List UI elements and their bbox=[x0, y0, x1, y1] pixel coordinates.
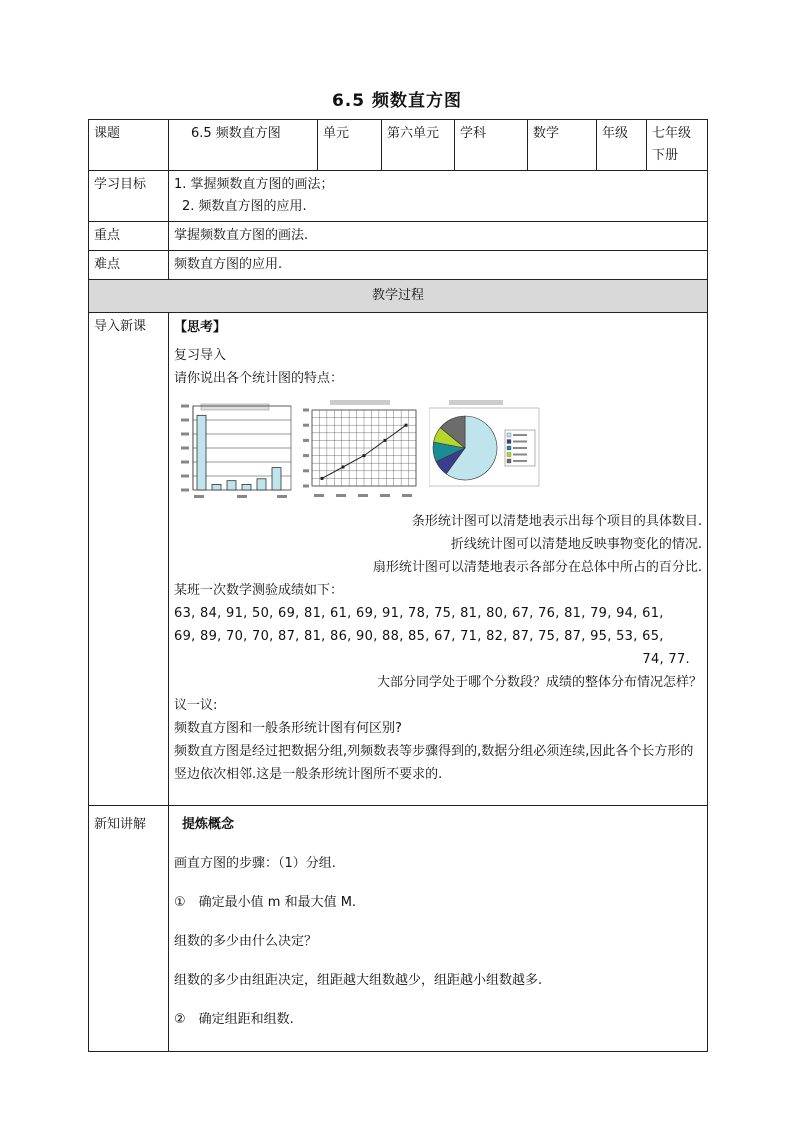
legend-label bbox=[513, 447, 527, 449]
data-point bbox=[405, 424, 408, 427]
tick-label bbox=[181, 461, 189, 464]
line-chart bbox=[300, 398, 422, 506]
tick-label bbox=[181, 419, 189, 422]
bar bbox=[212, 484, 221, 490]
grade-label: 年级 bbox=[597, 120, 647, 171]
bar bbox=[242, 484, 251, 490]
goals-content bbox=[169, 171, 708, 222]
legend-swatch bbox=[507, 440, 511, 444]
scores-line: 74, 77. bbox=[642, 652, 690, 667]
lesson-table bbox=[88, 119, 708, 1052]
tick-label bbox=[314, 494, 324, 497]
goals-row bbox=[89, 171, 708, 222]
line-desc: 折线统计图可以清楚地反映事物变化的情况. bbox=[450, 537, 702, 552]
tick-label bbox=[181, 433, 189, 436]
legend-swatch bbox=[507, 433, 511, 437]
key-point-row bbox=[89, 222, 708, 251]
data-point bbox=[363, 454, 366, 457]
tick-label bbox=[303, 424, 309, 427]
scores-question: 大部分同学处于哪个分数段？成绩的整体分布情况怎样？ bbox=[376, 675, 702, 690]
legend-swatch bbox=[507, 459, 511, 463]
data-point bbox=[384, 439, 387, 442]
data-point bbox=[342, 466, 345, 469]
intro-row bbox=[89, 313, 708, 806]
legend-label bbox=[513, 460, 527, 462]
group-question: 组数的多少由什么决定？ bbox=[174, 934, 318, 949]
header-row bbox=[89, 120, 708, 171]
key-point-value: 掌握频数直方图的画法. bbox=[169, 222, 708, 251]
bar bbox=[272, 468, 281, 490]
scores-line: 63, 84, 91, 50, 69, 81, 61, 69, 91, 78, 75, 81, 80, 67, 76, 81, 79, 94, 61, bbox=[174, 606, 664, 621]
tick-label bbox=[380, 494, 390, 497]
new-knowledge-row bbox=[89, 806, 708, 1052]
scores-line: 69, 89, 70, 70, 87, 81, 86, 90, 88, 85, 67, 71, 82, 87, 75, 87, 95, 53, 65, bbox=[174, 629, 664, 644]
chart-title-box bbox=[330, 400, 390, 405]
tick-label bbox=[358, 494, 368, 497]
scores-intro: 某班一次数学测验成绩如下： bbox=[174, 583, 344, 598]
subject-label: 学科 bbox=[455, 120, 528, 171]
intro-label: 导入新课 bbox=[89, 313, 169, 806]
tick-label bbox=[277, 495, 287, 498]
legend-swatch bbox=[507, 446, 511, 450]
discuss-question: 频数直方图和一般条形统计图有何区别? bbox=[174, 721, 402, 736]
unit-label: 单元 bbox=[318, 120, 382, 171]
tick-label bbox=[402, 494, 412, 497]
legend-label bbox=[513, 454, 527, 456]
tick-label bbox=[194, 495, 204, 498]
legend-label bbox=[513, 441, 527, 443]
discuss-heading: 议一议: bbox=[174, 698, 218, 713]
process-row bbox=[89, 280, 708, 313]
tick-label bbox=[237, 495, 247, 498]
course-value: 6.5 频数直方图 bbox=[169, 120, 318, 171]
tick-label bbox=[303, 439, 309, 442]
bar bbox=[257, 479, 266, 490]
tick-label bbox=[181, 475, 189, 478]
question-text: 请你说出各个统计图的特点： bbox=[174, 371, 344, 386]
data-point bbox=[321, 477, 324, 480]
course-label: 课题 bbox=[89, 120, 169, 171]
tick-label bbox=[303, 409, 309, 412]
unit-value: 第六单元 bbox=[382, 120, 455, 171]
pie-desc: 扇形统计图可以清楚地表示各部分在总体中所占的百分比. bbox=[372, 560, 702, 575]
difficulty-value: 频数直方图的应用. bbox=[169, 251, 708, 280]
bar bbox=[197, 415, 206, 490]
bar-chart bbox=[179, 398, 295, 506]
new-knowledge-label: 新知讲解 bbox=[89, 806, 169, 1052]
tick-label bbox=[181, 489, 189, 492]
review-text: 复习导入 bbox=[174, 348, 227, 363]
group-answer: 组数的多少由组距决定，组距越大组数越少，组距越小组数越多. bbox=[174, 973, 543, 988]
goal-item: 1. 掌握频数直方图的画法； bbox=[174, 177, 334, 192]
tick-label bbox=[181, 447, 189, 450]
chart-title-box bbox=[201, 404, 269, 410]
tick-label bbox=[303, 469, 309, 472]
difficulty-label: 难点 bbox=[89, 251, 169, 280]
step-text: 画直方图的步骤：（1）分组. bbox=[174, 856, 336, 871]
chart-title-box bbox=[449, 400, 503, 405]
subject-value: 数学 bbox=[528, 120, 597, 171]
page-title: 6.5 频数直方图 bbox=[331, 91, 463, 111]
tick-label bbox=[303, 485, 309, 488]
think-heading: 【思考】 bbox=[174, 320, 227, 335]
tick-label bbox=[336, 494, 346, 497]
grade-value: 七年级下册 bbox=[647, 120, 708, 171]
goal-item: 2. 频数直方图的应用. bbox=[182, 199, 307, 214]
intro-content bbox=[169, 313, 708, 806]
tick-label bbox=[181, 405, 189, 408]
key-point-label: 重点 bbox=[89, 222, 169, 251]
bar-desc: 条形统计图可以清楚地表示出每个项目的具体数目. bbox=[411, 514, 702, 529]
charts-area bbox=[174, 398, 702, 506]
concept-heading: 提炼概念 bbox=[182, 817, 235, 832]
step-item: ② 确定组距和组数. bbox=[174, 1012, 294, 1027]
goals-label: 学习目标 bbox=[89, 171, 169, 222]
difficulty-row bbox=[89, 251, 708, 280]
process-title: 教学过程 bbox=[89, 280, 708, 313]
tick-label bbox=[303, 454, 309, 457]
legend-swatch bbox=[507, 453, 511, 457]
legend-label bbox=[513, 434, 527, 436]
discuss-answer: 频数直方图是经过把数据分组,列频数表等步骤得到的,数据分组必须连续,因此各个长方形的竖边依次相邻.这是一般条形统计图所不要求的. bbox=[174, 744, 694, 782]
pie-chart bbox=[429, 398, 549, 488]
step-item: ① 确定最小值 m 和最大值 M. bbox=[174, 895, 357, 910]
bar bbox=[227, 481, 236, 490]
new-knowledge-content bbox=[169, 806, 708, 1052]
